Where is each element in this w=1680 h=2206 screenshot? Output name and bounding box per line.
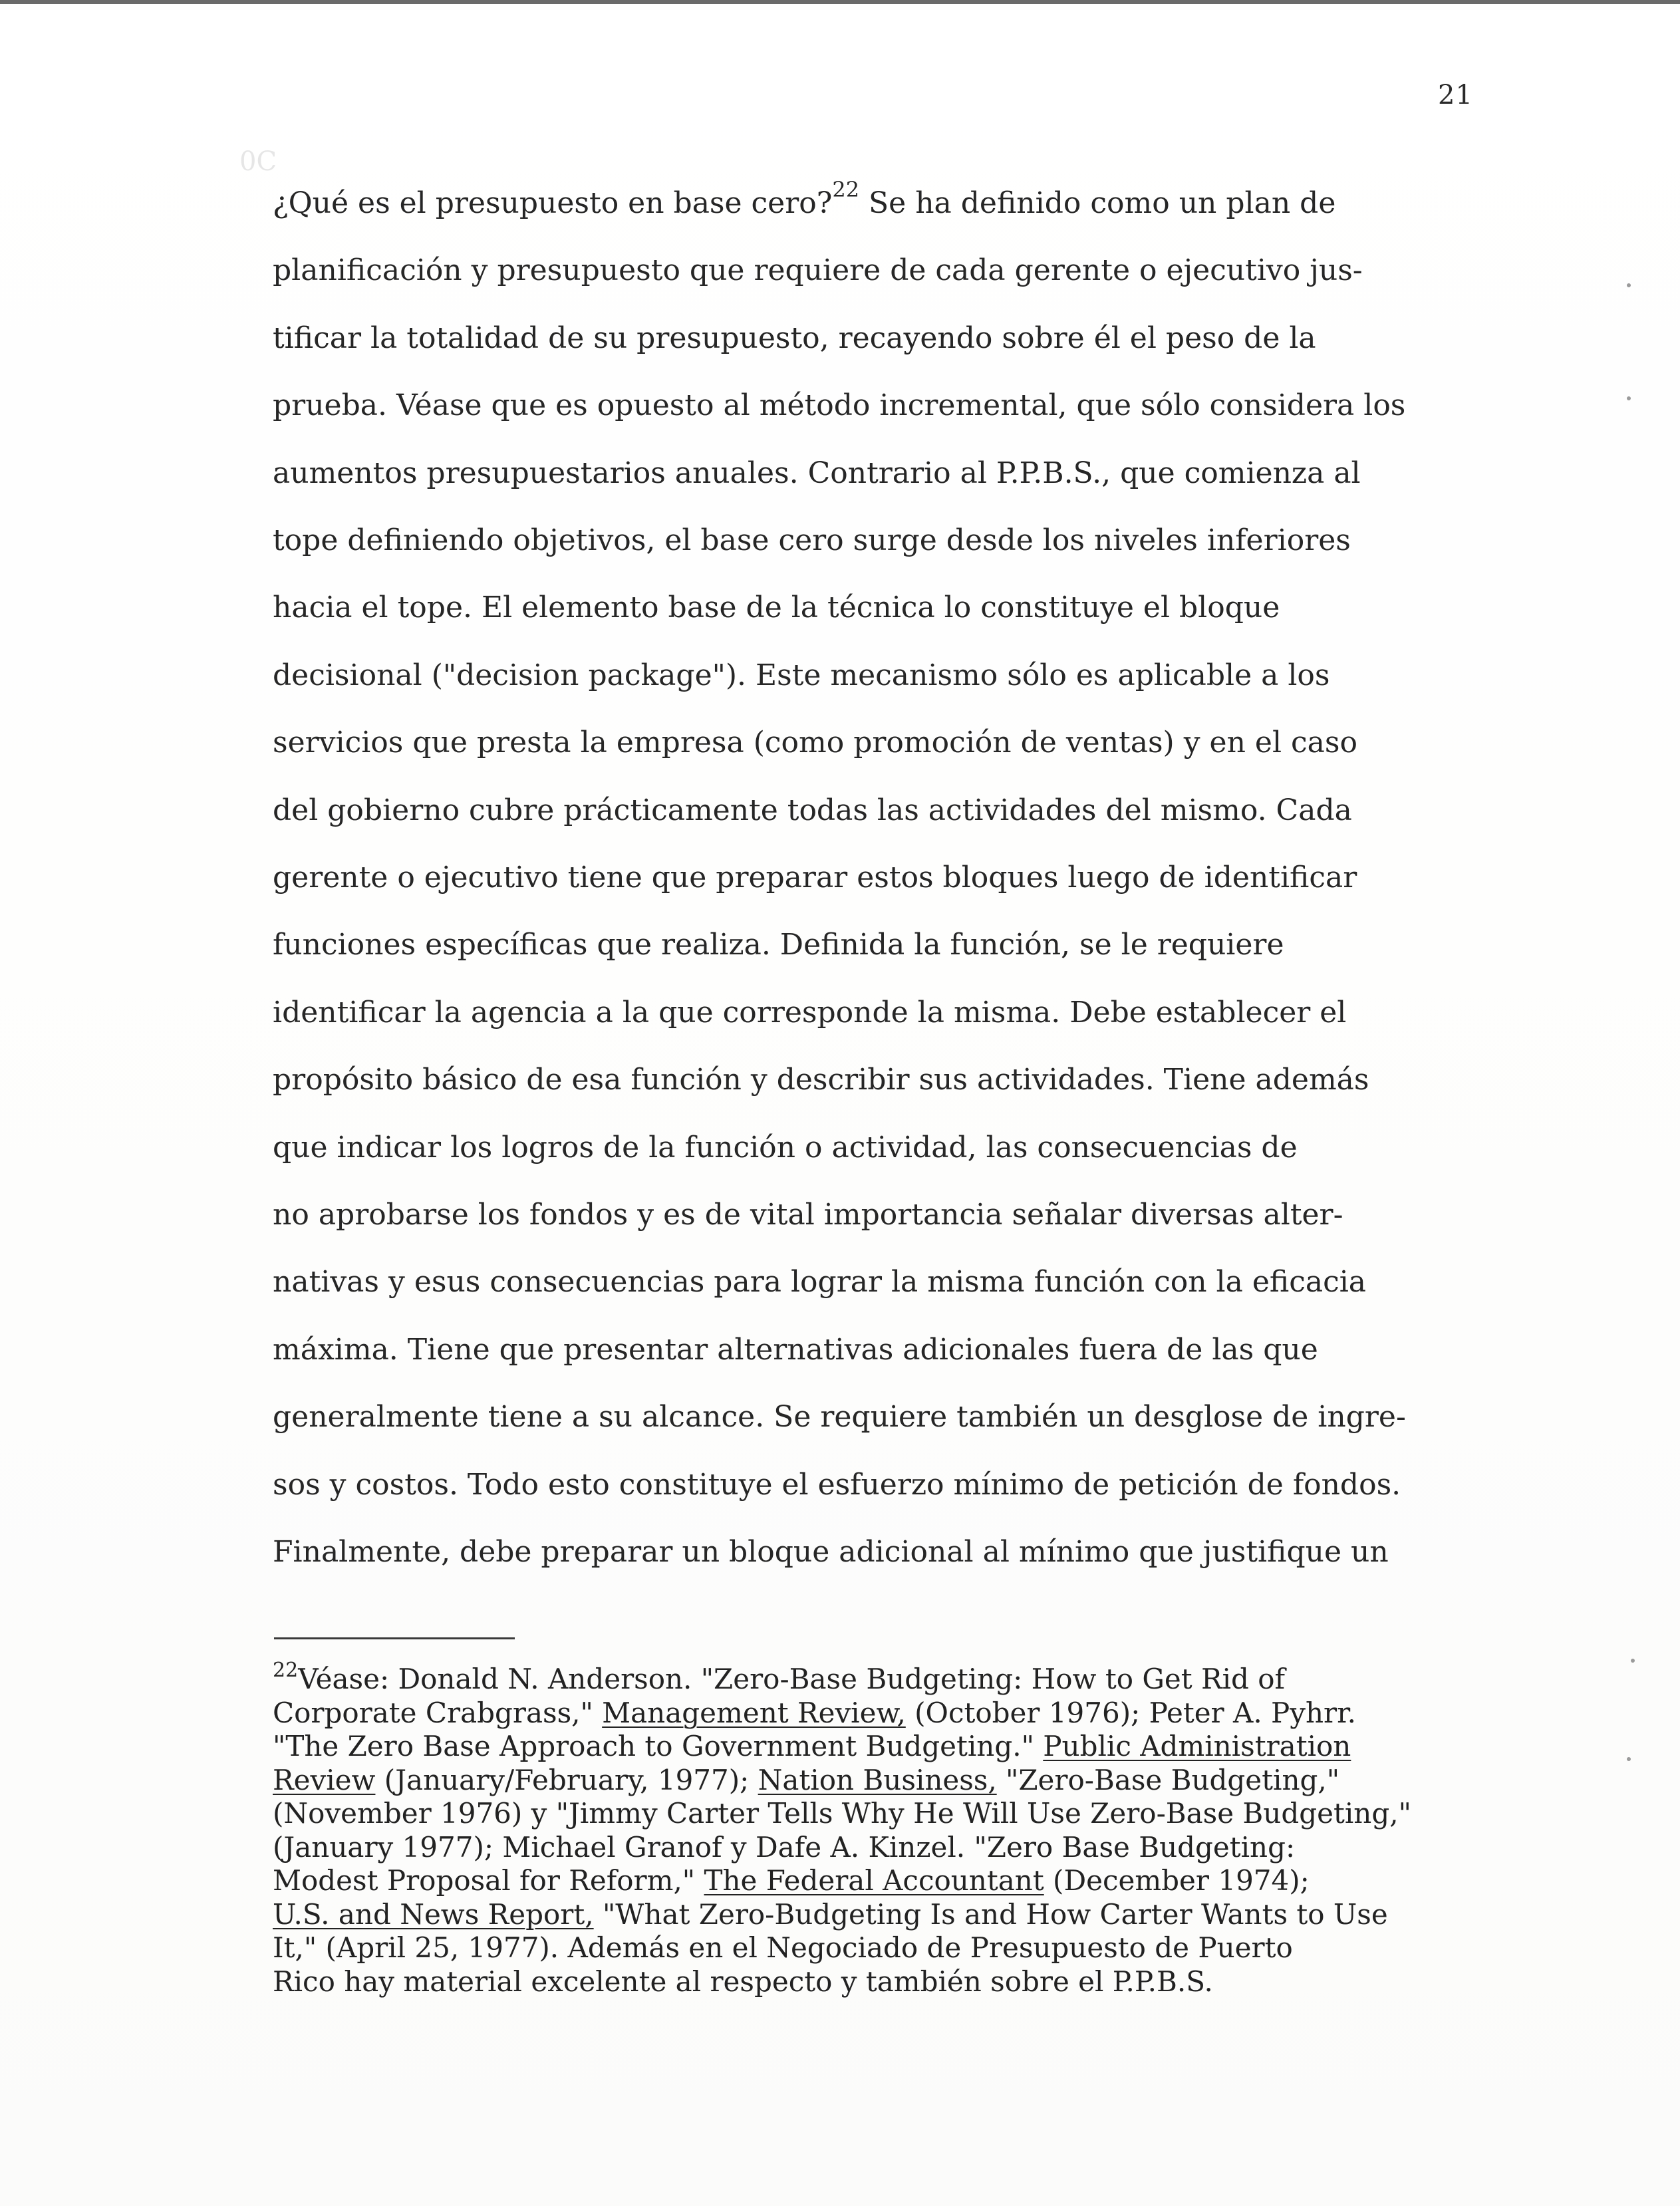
body-line: tificar la totalidad de su presupuesto, recayendo sobre él el peso de la — [273, 321, 1316, 355]
cited-publication-title: U.S. and News Report, — [273, 1897, 594, 1931]
scan-speck — [1631, 1659, 1635, 1663]
body-line: prueba. Véase que es opuesto al método incremental, que sólo considera los — [273, 388, 1406, 423]
footnote-text-segment: "What Zero-Budgeting Is and How Carter Wants to Use — [593, 1897, 1388, 1931]
footnote-text-segment: (October 1976); Peter A. Pyhrr. — [905, 1696, 1356, 1729]
footnote-separator — [274, 1637, 515, 1639]
footnote-text-segment: (November 1976) y "Jimmy Carter Tells Why He Will Use Zero-Base Budgeting," — [273, 1797, 1411, 1830]
footnote-text-segment: (December 1974); — [1044, 1864, 1310, 1897]
footnote-text-segment: "Zero-Base Budgeting," — [996, 1763, 1340, 1796]
body-line: que indicar los logros de la función o actividad, las consecuencias de — [273, 1130, 1298, 1165]
footnote-text-segment: Véase: Donald N. Anderson. "Zero-Base Budgeting: How to Get Rid of — [298, 1663, 1286, 1695]
footnote-line — [273, 1797, 1411, 1830]
body-line: funciones específicas que realiza. Definida la función, se le requiere — [273, 928, 1284, 962]
scan-speck — [1627, 283, 1631, 287]
footnote-line — [273, 1864, 1310, 1897]
body-line: tope definiendo objetivos, el base cero surge desde los niveles inferiores — [273, 523, 1351, 557]
scan-speck — [1627, 396, 1631, 400]
body-line: máxima. Tiene que presentar alternativas adicionales fuera de las que — [273, 1332, 1318, 1367]
body-line: identificar la agencia a la que corresponde la misma. Debe establecer el — [273, 995, 1347, 1030]
cited-publication-title: The Federal Accountant — [704, 1864, 1044, 1897]
footnote-text-segment: (January/February, 1977); — [375, 1763, 758, 1796]
body-line: nativas y esus consecuencias para lograr la misma función con la eficacia — [273, 1265, 1367, 1300]
footnote-line — [273, 1764, 1339, 1797]
cited-publication-title: Public Administration — [1043, 1730, 1351, 1762]
body-line — [273, 177, 1336, 223]
body-text-segment: Se ha definido como un plan de — [859, 186, 1336, 220]
cited-publication-title: Nation Business, — [758, 1763, 997, 1796]
footnote-line — [273, 1730, 1351, 1763]
body-line: servicios que presta la empresa (como promoción de ventas) y en el caso — [273, 726, 1357, 760]
scan-speck — [1627, 1757, 1631, 1761]
footnote-text-segment: (January 1977); Michael Granof y Dafe A. Kinzel. "Zero Base Budgeting: — [273, 1830, 1296, 1863]
footnote-reference: 22 — [832, 177, 860, 202]
body-line: no aprobarse los fondos y es de vital importancia señalar diversas alter- — [273, 1198, 1343, 1232]
body-line: hacia el tope. El elemento base de la técnica lo constituye el bloque — [273, 591, 1280, 625]
body-line: generalmente tiene a su alcance. Se requiere también un desglose de ingre- — [273, 1400, 1406, 1435]
footnote-line — [273, 1965, 1213, 1999]
footnote-line — [273, 1659, 1286, 1696]
page-top-edge — [0, 0, 1680, 4]
cited-publication-title: Management Review, — [602, 1696, 906, 1729]
footnote-line — [273, 1697, 1356, 1730]
cited-publication-title: Review — [273, 1763, 376, 1796]
footnote-text-segment: It," (April 25, 1977). Además en el Negociado de Presupuesto de Puerto — [273, 1931, 1293, 1964]
body-line: decisional ("decision package"). Este mecanismo sólo es aplicable a los — [273, 658, 1330, 692]
body-line: sos y costos. Todo esto constituye el esfuerzo mínimo de petición de fondos. — [273, 1467, 1401, 1502]
body-line: propósito básico de esa función y describir sus actividades. Tiene además — [273, 1063, 1369, 1097]
body-line: aumentos presupuestarios anuales. Contrario al P.P.B.S., que comienza al — [273, 456, 1361, 490]
body-line: del gobierno cubre prácticamente todas las actividades del mismo. Cada — [273, 793, 1352, 827]
footnote-line — [273, 1931, 1293, 1965]
body-line: Finalmente, debe preparar un bloque adicional al mínimo que justifique un — [273, 1535, 1389, 1569]
footnote-line — [273, 1831, 1295, 1864]
bleed-through-mark: 0C — [239, 146, 277, 177]
body-line: gerente o ejecutivo tiene que preparar estos bloques luego de identificar — [273, 861, 1357, 895]
footnote-text-segment: Corporate Crabgrass," — [273, 1696, 603, 1729]
footnote-text-segment: Modest Proposal for Reform," — [273, 1864, 704, 1897]
footnote-text-segment: "The Zero Base Approach to Government Budgeting." — [273, 1730, 1044, 1762]
footnote-number: 22 — [273, 1659, 299, 1682]
footnote-line — [273, 1898, 1388, 1931]
body-line: planificación y presupuesto que requiere de cada gerente o ejecutivo jus- — [273, 253, 1363, 288]
page-number: 21 — [1438, 80, 1473, 110]
footnote-text-segment: Rico hay material excelente al respecto y también sobre el P.P.B.S. — [273, 1965, 1213, 1998]
body-text-segment: ¿Qué es el presupuesto en base cero? — [273, 186, 833, 220]
